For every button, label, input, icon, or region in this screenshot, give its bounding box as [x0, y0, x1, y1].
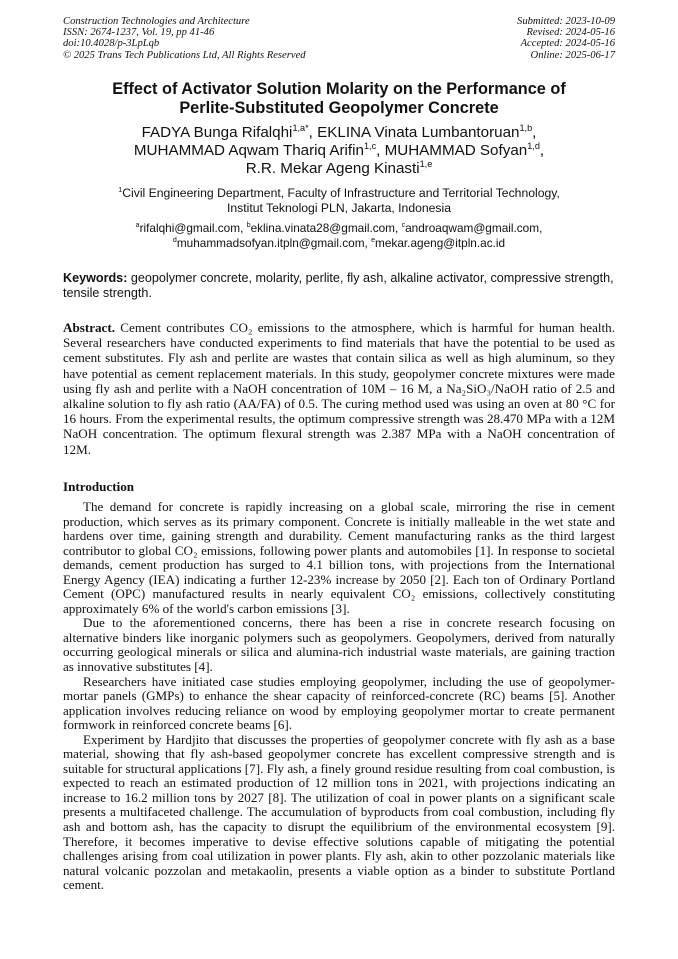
paper-title [63, 80, 615, 117]
issn-volume: ISSN: 2674-1237, Vol. 19, pp 41-46 [63, 27, 215, 39]
journal-info [63, 16, 306, 61]
email-sup: a [135, 221, 140, 230]
author-name: R.R. Mekar Ageng Kinasti [245, 160, 420, 178]
email-link[interactable]: eklina.vinata28@gmail.com [250, 221, 396, 235]
revised-date: Revised: 2024-05-16 [526, 27, 615, 39]
keywords [63, 271, 618, 300]
abstract [63, 320, 615, 457]
email-sup: e [371, 235, 376, 244]
email-link[interactable]: androaqwam@gmail.com [405, 221, 540, 235]
keywords-label: Keywords: [63, 271, 128, 285]
title-line-1: Effect of Activator Solution Molarity on the Performance of [112, 80, 566, 98]
author-name: MUHAMMAD Aqwam Thariq Arifin [133, 142, 364, 160]
email-sup: d [172, 235, 177, 244]
author-affil: 1,a* [292, 122, 309, 133]
affiliation-sup: 1 [118, 184, 123, 194]
author-name: MUHAMMAD Sofyan [384, 142, 528, 160]
submitted-date: Submitted: 2023-10-09 [517, 16, 615, 27]
author-affil: 1,c [363, 141, 377, 152]
separator: , [539, 221, 543, 235]
separator: , [539, 142, 545, 160]
author-list [63, 124, 615, 179]
keywords-text: geopolymer concrete, molarity, perlite, fly ash, alkaline activator, compressive strength, tensile strength. [63, 271, 614, 300]
separator: , [364, 235, 372, 250]
online-date: Online: 2025-06-17 [530, 49, 615, 61]
separator: , [240, 221, 247, 235]
email-link[interactable]: muhammadsofyan.itpln@gmail.com [176, 235, 365, 250]
author-affil: 1,e [419, 159, 433, 170]
author-affil: 1,d [527, 141, 540, 152]
separator: , [308, 124, 318, 141]
accepted-date: Accepted: 2024-05-16 [520, 38, 615, 50]
email-sup: b [246, 221, 251, 230]
author-affil: 1,b [519, 122, 533, 133]
paragraph: Due to the aforementioned concerns, there has been a rise in concrete research focusing on alternative binders like inorganic polymers such as geopolymers. Geopolymers, derived from naturally occurring geological minerals or silica and alumina-rich industrial waste materials, are gaining traction as innovative substitutes [4]. [63, 615, 615, 675]
abstract-label: Abstract. [63, 320, 115, 335]
title-line-2: Perlite-Substituted Geopolymer Concrete [179, 98, 499, 117]
journal-name: Construction Technologies and Architecture [63, 16, 250, 27]
author-name: EKLINA Vinata Lumbantoruan [317, 124, 520, 141]
section-heading-introduction: Introduction [63, 479, 135, 494]
email-link[interactable]: rifalqhi@gmail.com [139, 221, 241, 235]
email-list [63, 221, 615, 250]
abstract-text: Cement contributes CO₂ emissions to the atmosphere, which is harmful for human health. Several researchers have conducted experiments to find materials that have the potential to be used as cement substitutes. Fly ash and perlite are wastes that contain silica as well as high aluminum, so they have potential as cement replacement materials. In this study, geopolymer concrete mixtures were made using fly ash and perlite with a NaOH concentration of 10M – 16 M, a Na₂SiO₃/NaOH ratio of 2.5 and alkaline solution to fly ash ratio (AA/FA) of 0.5. The curing method used was using an oven at 80 °C for 16 hours. From the experimental results, the optimum compressive strength was 28.470 MPa with a 12M NaOH concentration. The optimum flexural strength was 2.387 MPa with a NaOH concentration of 12M. [63, 320, 615, 457]
author-name: FADYA Bunga Rifalqhi [141, 124, 293, 141]
separator: , [532, 124, 537, 141]
paragraph: Experiment by Hardjito that discusses the properties of geopolymer concrete with fly ash as a base material, showing that fly ash-based geopolymer concrete has excellent compressive strength and is suitable for structural applications [7]. Fly ash, a finely ground residue resulting from coal combustion, is expected to reach an estimated production of 12 million tons in 2021, with projections indicating an increase to 16.2 million tons by 2027 [8]. The utilization of coal in power plants on a significant scale presents a multifaceted challenge. The accumulation of byproducts from coal combustion, including fly ash and bottom ash, has the capacity to disrupt the equilibrium of the environmental ecosystem [9]. Therefore, it becomes imperative to devise effective solutions capable of mitigating the potential challenges arising from coal utilization in power plants. Fly ash, akin to other pozzolanic materials like natural volcanic pozzolan and metakaolin, presents a viable option as a binder to substitute Portland cement. [63, 731, 615, 893]
doi: doi:10.4028/p-3LpLqb [63, 38, 160, 50]
copyright: © 2025 Trans Tech Publications Ltd, All Rights Reserved [63, 49, 306, 61]
dates-info [517, 16, 615, 61]
affiliation-line-1: Civil Engineering Department, Faculty of Infrastructure and Territorial Technology, [122, 186, 560, 200]
paragraph: Researchers have initiated case studies employing geopolymer, including the use of geopolymer-mortar panels (GMPs) to enhance the shear capacity of reinforced-concrete (RC) beams [5]. Another application involves reducing reliance on wood by employing geopolymer mortar to create permanent formwork in reinforced concrete beams [6]. [63, 673, 615, 733]
email-link[interactable]: mekar.ageng@itpln.ac.id [375, 235, 506, 250]
separator: , [376, 142, 385, 160]
email-sup: c [401, 221, 406, 230]
paragraph: The demand for concrete is rapidly increasing on a global scale, mirroring the rise in cement production, which serves as its primary component. Concrete is initially malleable in the wet state and hardens over time, gaining strength and durability. Cement manufacturing ranks as the third largest contributor to global CO₂ emissions, following power plants and automobiles [1]. In response to societal demands, cement production has surged to 4.1 billion tons, with projections from the International Energy Agency (IEA) indicating a further 12-23% increase by 2050 [2]. Each ton of Ordinary Portland Cement (OPC) manufactured results in nearly equivalent CO₂ emissions, collectively constituting approximately 6% of the world's carbon emissions [3]. [63, 499, 615, 616]
introduction-body [63, 500, 615, 893]
separator: , [395, 221, 402, 235]
affiliation [63, 186, 615, 216]
affiliation-line-2: Institut Teknologi PLN, Jakarta, Indonesia [226, 201, 452, 215]
